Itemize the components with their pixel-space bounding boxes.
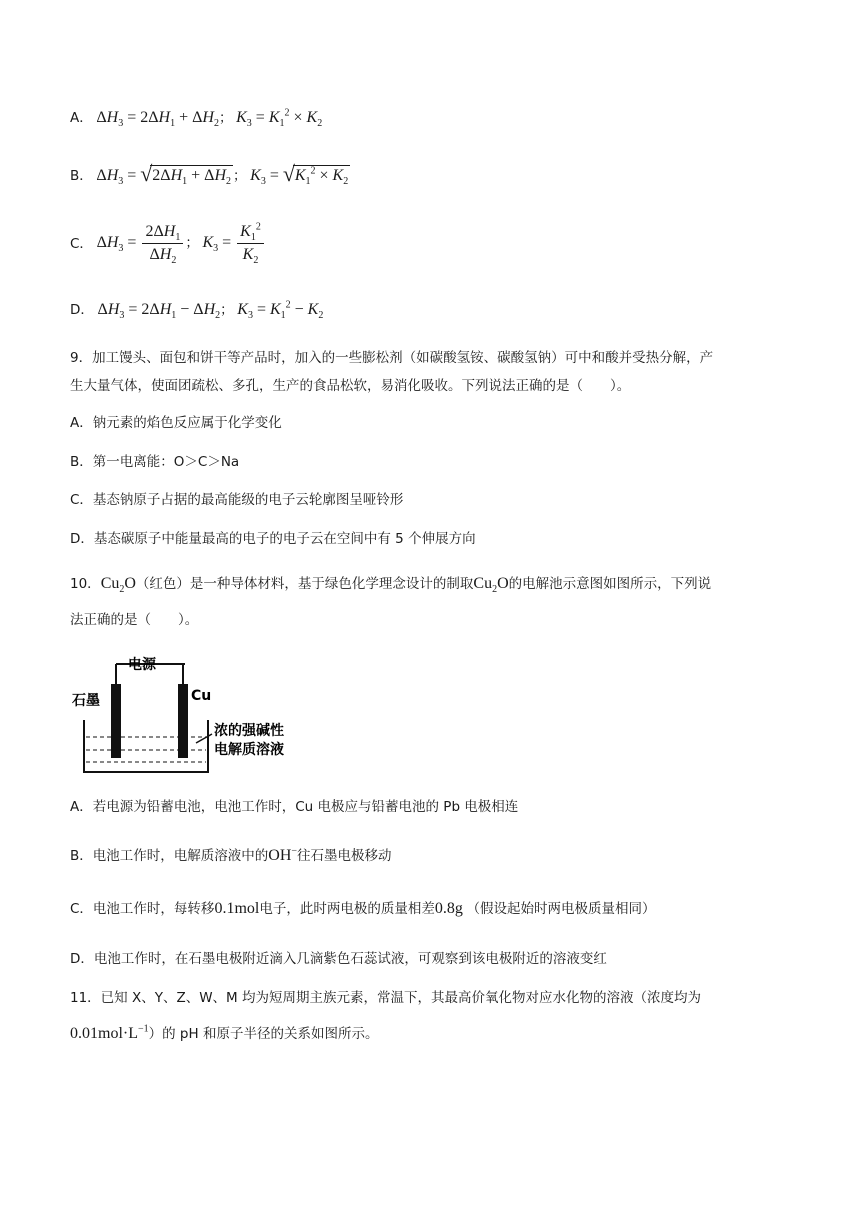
option-letter: C． bbox=[70, 235, 93, 252]
option-text: （假设起始时两电极质量相同） bbox=[466, 901, 656, 917]
option-text: 电子，此时两电极的质量相差 bbox=[259, 901, 435, 917]
graphite-label: 石墨 bbox=[72, 693, 100, 709]
q10-option-d: D．电池工作时，在石墨电极附近滴入几滴紫色石蕊试液，可观察到该电极附近的溶液变红 bbox=[70, 951, 607, 967]
solution-label-2: 电解质溶液 bbox=[214, 742, 284, 758]
graphite-electrode bbox=[111, 684, 121, 758]
copper-label: Cu bbox=[191, 688, 212, 704]
option-d bbox=[70, 300, 323, 320]
q10-option-c bbox=[70, 899, 655, 919]
stem-text: （红色）是一种导体材料，基于绿色化学理念设计的制取 bbox=[135, 576, 474, 592]
q10-stem-line1 bbox=[70, 574, 711, 594]
option-a bbox=[70, 108, 322, 128]
separator: ； bbox=[185, 235, 199, 252]
separator: ； bbox=[233, 168, 247, 184]
option-letter: A． bbox=[70, 110, 93, 126]
power-label: 电源 bbox=[128, 657, 156, 673]
question-number: 10． bbox=[70, 576, 101, 592]
formula: $\Delta H_3$ = √ $2\Delta H_1 + \Delta H_2$ bbox=[96, 161, 232, 188]
q9-option-d: D．基态碳原子中能量最高的电子的电子云在空间中有 5 个伸展方向 bbox=[70, 531, 476, 547]
option-b bbox=[70, 161, 350, 188]
option-letter: D． bbox=[70, 302, 94, 318]
pointer-line bbox=[196, 734, 212, 743]
electrolysis-diagram bbox=[70, 648, 330, 778]
q10-option-b bbox=[70, 846, 392, 866]
q10-stem-line2: 法正确的是（ ）。 bbox=[70, 612, 199, 628]
formula: 0.1mol bbox=[214, 900, 260, 917]
option-text: 往石墨电极移动 bbox=[297, 848, 392, 864]
q9-stem-line2: 生大量气体，使面团疏松、多孔，生产的食品松软，易消化吸收。下列说法正确的是（ ）。 bbox=[70, 378, 631, 394]
q10-option-a: A．若电源为铅蓄电池，电池工作时，Cu 电极应与铅蓄电池的 Pb 电极相连 bbox=[70, 799, 519, 815]
formula: $0.01mol\cdot L^{-1}$ bbox=[70, 1023, 149, 1042]
stem-text: ）的 pH 和原子半径的关系如图所示。 bbox=[148, 1026, 379, 1042]
formula: $\Delta H_3 = 2\Delta H_1 + \Delta H_2$ bbox=[96, 109, 219, 130]
q9-option-b: B．第一电离能：O＞C＞Na bbox=[70, 454, 240, 470]
formula: $\Delta H_3$ = $\frac{2\Delta H_1}{\Delta H_2}$ bbox=[97, 234, 186, 251]
q11-stem-line1: 11．已知 X、Y、Z、W、M 均为短周期主族元素，常温下，其最高价氧化物对应水化物的溶液（浓度均为 bbox=[70, 990, 701, 1006]
formula: OH− bbox=[268, 845, 298, 864]
beaker bbox=[84, 720, 208, 772]
option-text: C．电池工作时，每转移 bbox=[70, 901, 215, 917]
option-text: B．电池工作时，电解质溶液中的 bbox=[70, 848, 269, 864]
formula: 0.8g bbox=[434, 900, 463, 917]
formula: $Cu_2O$ bbox=[100, 575, 136, 596]
q9-option-a: A．钠元素的焰色反应属于化学变化 bbox=[70, 415, 282, 431]
formula: $K_3 = K_1^2 - K_2$ bbox=[237, 299, 324, 322]
separator: ； bbox=[218, 110, 233, 126]
q9-stem-line1: 9．加工馒头、面包和饼干等产品时，加入的一些膨松剂（如碳酸氢铵、碳酸氢钠）可中和酸并受热分解，产 bbox=[70, 350, 714, 366]
formula: $K_3$ = √ $K_1^2 \times K_2$ bbox=[250, 161, 349, 188]
option-c bbox=[70, 222, 266, 265]
formula: $\Delta H_3 = 2\Delta H_1 - \Delta H_2$ bbox=[97, 301, 221, 322]
formula: $Cu_2O$ bbox=[473, 575, 509, 596]
q11-stem-line2 bbox=[70, 1024, 378, 1044]
solution-label-1: 浓的强碱性 bbox=[214, 723, 284, 739]
formula: $K_3 = K_1^2 \times K_2$ bbox=[236, 107, 323, 130]
stem-text: 的电解池示意图如图所示，下列说 bbox=[508, 576, 712, 592]
copper-electrode bbox=[178, 684, 188, 758]
formula: $K_3$ = $\frac{K_1^2}{K_2}$ bbox=[202, 234, 265, 251]
q9-option-c: C．基态钠原子占据的最高能级的电子云轮廓图呈哑铃形 bbox=[70, 492, 404, 508]
option-letter: B． bbox=[70, 168, 93, 184]
separator: ； bbox=[220, 302, 234, 318]
